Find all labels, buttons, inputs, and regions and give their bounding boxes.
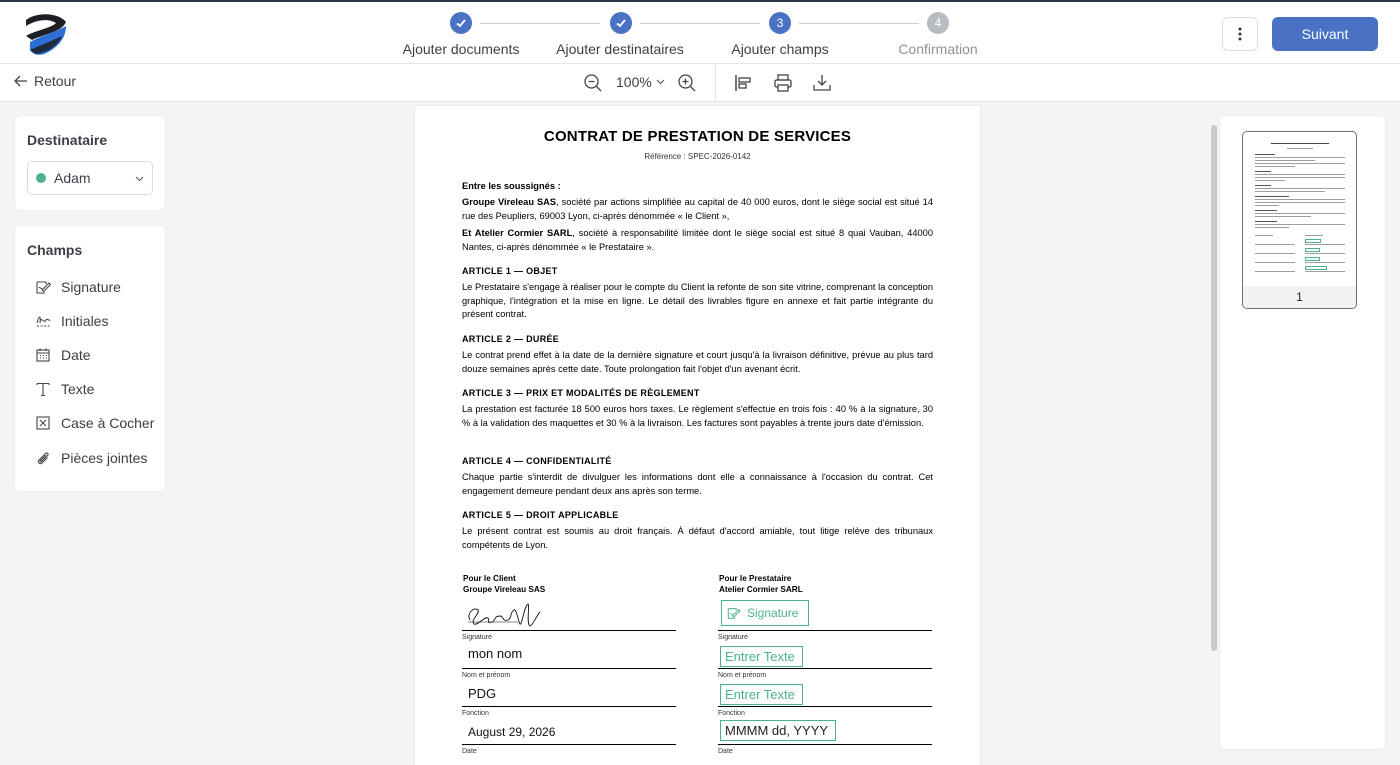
article-1-title: ARTICLE 1 — OBJET — [462, 266, 558, 276]
field-label: Pièces jointes — [61, 450, 148, 466]
article-4-title: ARTICLE 4 — CONFIDENTIALITÉ — [462, 456, 612, 466]
fields-panel — [15, 226, 165, 491]
article-3-text: La prestation est facturée 18 500 euros hors taxes. Le règlement s'effectue en trois fois : 40 % à la signature, 30 % à la validation des maquettes et 30 % à la livraison. Les factures sont payables à trente jours date d'émission. — [462, 404, 933, 428]
client-signature-image — [464, 598, 544, 630]
party-1-paragraph — [462, 196, 933, 223]
document-title: CONTRAT DE PRESTATION DE SERVICES — [543, 128, 852, 145]
zoom-value: 100% — [616, 74, 652, 90]
provider-signature-line — [718, 630, 932, 631]
signature-icon — [726, 606, 741, 620]
article-4-text: Chaque partie s'interdit de divulguer les informations dont elle a connaissance à l'occasion du contrat. Cet engagement demeure pendant deux ans après son terme. — [462, 472, 933, 496]
party-2-name: Et Atelier Cormier SARL — [462, 228, 573, 238]
client-date-value: August 29, 2026 — [468, 725, 556, 739]
next-button[interactable]: Suivant — [1272, 17, 1378, 51]
client-name-value: mon nom — [468, 646, 523, 661]
provider-name-line — [718, 668, 932, 669]
text-icon — [35, 381, 51, 397]
field-label: Texte — [61, 381, 95, 397]
article-5-text: Le présent contrat est soumis au droit français. À défaut d'accord amiable, tout litige relève des tribunaux compétents de Lyon. — [462, 526, 933, 550]
article-1-text: Le Prestataire s'engage à réaliser pour le compte du Client la refonte de son site vitrine, comprenant la conception graphique, l'intégration et la mise en ligne. Le détail des livrables figure en annexe et fait partie intégrante du présent contrat. — [462, 282, 933, 319]
provider-role-field[interactable]: Entrer Texte — [720, 684, 803, 705]
party-1-text: , société par actions simplifiée au capital de 40 000 euros, dont le siège social est situé 14 rue des Peupliers, 69003 Lyon, ci-après dénommée « le Client », — [462, 197, 933, 221]
back-label: Retour — [34, 73, 77, 89]
field-label: Date — [61, 347, 91, 363]
more-options-button[interactable] — [1222, 17, 1258, 51]
kebab-menu-icon — [1238, 27, 1242, 41]
provider-heading: Pour le Prestataire — [719, 574, 792, 583]
field-checkbox[interactable] — [35, 415, 154, 431]
recipient-panel — [15, 116, 165, 210]
calendar-icon — [35, 347, 51, 363]
provider-signature-label: Signature — [718, 634, 748, 641]
zoom-select[interactable] — [616, 74, 665, 90]
client-role-line — [462, 706, 676, 707]
checkbox-icon — [35, 415, 51, 431]
article-2-text: Le contrat prend effet à la date de la dernière signature et court jusqu'à la livraison définitive, prévue au plus tard douze semaines après cette date. Toute prolongation fait l'objet d'un avenant écrit. — [462, 350, 933, 374]
field-date[interactable] — [35, 347, 91, 363]
chevron-down-icon — [656, 79, 665, 85]
client-role-value: PDG — [468, 686, 497, 701]
zoom-in-icon[interactable] — [676, 72, 698, 94]
client-signature-label: Signature — [462, 634, 492, 641]
provider-signature-field[interactable] — [721, 600, 809, 626]
field-attachments[interactable] — [35, 450, 147, 466]
field-signature[interactable] — [35, 279, 121, 295]
client-date-line — [462, 744, 676, 745]
field-label: Signature — [61, 279, 121, 295]
top-bar — [0, 0, 1400, 64]
page-number: 1 — [1243, 286, 1356, 308]
step-2-check-icon — [610, 12, 632, 34]
page-thumbnail[interactable] — [1242, 131, 1357, 309]
provider-name-label: Nom et prénom — [718, 672, 767, 679]
client-company: Groupe Vireleau SAS — [463, 585, 546, 594]
field-label: Case à Cocher — [61, 415, 155, 431]
step-3-label[interactable]: Ajouter champs — [731, 41, 829, 57]
field-initials[interactable] — [35, 313, 108, 329]
provider-signature-field-label: Signature — [747, 606, 799, 620]
paperclip-icon — [35, 450, 51, 466]
document-toolbar — [0, 64, 1400, 102]
toolbar-divider — [715, 64, 716, 102]
client-signature-line — [462, 630, 676, 631]
signature-icon — [35, 279, 51, 295]
arrow-left-icon — [14, 75, 28, 87]
step-connector — [480, 23, 600, 24]
party-2-text: , société à responsabilité limitée dont le siège social est situé 8 quai Vauban, 44000 Nantes, ci-après dénommée « le Prestataire ». — [462, 228, 933, 252]
step-connector — [640, 23, 760, 24]
client-date-label: Date — [462, 748, 477, 755]
align-icon[interactable] — [732, 72, 754, 94]
provider-role-label: Fonction — [718, 710, 745, 717]
document-reference: Référence : SPEC-2026-0142 — [644, 152, 751, 161]
party-2-paragraph — [462, 227, 933, 254]
intro-heading: Entre les soussignés : — [462, 181, 561, 191]
print-icon[interactable] — [772, 72, 794, 94]
provider-role-line — [718, 706, 932, 707]
step-3-number: 3 — [769, 12, 791, 34]
zoom-out-icon[interactable] — [582, 72, 604, 94]
recipient-color-dot — [36, 173, 46, 183]
recipient-select[interactable] — [27, 161, 153, 195]
provider-date-label: Date — [718, 748, 733, 755]
party-1-name: Groupe Vireleau SAS — [462, 197, 557, 207]
field-label: Initiales — [61, 313, 109, 329]
client-name-line — [462, 668, 676, 669]
client-name-label: Nom et prénom — [462, 672, 511, 679]
step-1-check-icon — [450, 12, 472, 34]
provider-date-line — [718, 744, 932, 745]
back-link[interactable] — [14, 73, 76, 89]
recipient-name: Adam — [54, 170, 91, 186]
client-heading: Pour le Client — [463, 574, 516, 583]
provider-date-field[interactable]: MMMM dd, YYYY — [720, 720, 836, 741]
step-1-label[interactable]: Ajouter documents — [402, 41, 520, 57]
provider-company: Atelier Cormier SARL — [719, 585, 803, 594]
download-icon[interactable] — [811, 72, 833, 94]
step-4-label[interactable]: Confirmation — [898, 41, 978, 57]
article-3-title: ARTICLE 3 — PRIX ET MODALITÉS DE RÈGLEMENT — [462, 388, 700, 398]
fields-panel-title: Champs — [27, 242, 83, 258]
document-page[interactable] — [415, 106, 980, 765]
initials-icon — [35, 313, 51, 329]
article-2-title: ARTICLE 2 — DURÉE — [462, 334, 560, 344]
provider-name-field[interactable]: Entrer Texte — [720, 646, 803, 667]
step-2-label[interactable]: Ajouter destinataires — [556, 41, 684, 57]
chevron-down-icon — [135, 176, 144, 182]
step-connector — [799, 23, 919, 24]
field-text[interactable] — [35, 381, 94, 397]
step-4-number: 4 — [927, 12, 949, 34]
client-role-label: Fonction — [462, 710, 489, 717]
thumbnails-panel — [1220, 116, 1385, 749]
stepper — [0, 2, 1400, 66]
document-scrollbar[interactable] — [1211, 125, 1217, 651]
recipient-panel-title: Destinataire — [27, 132, 108, 148]
article-5-title: ARTICLE 5 — DROIT APPLICABLE — [462, 510, 619, 520]
